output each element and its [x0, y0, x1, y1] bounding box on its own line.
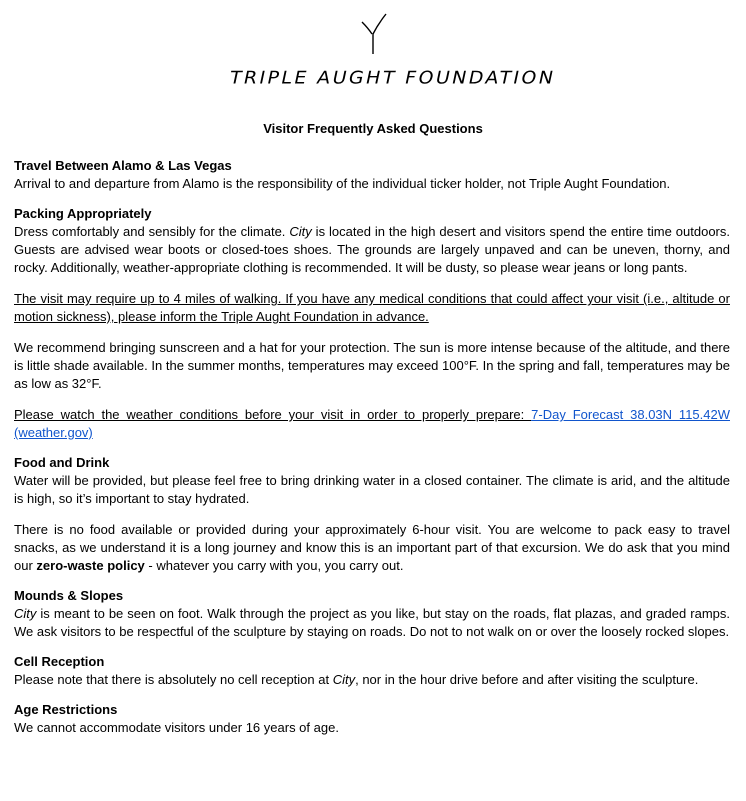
section-body: We cannot accommodate visitors under 16 years of age. — [14, 720, 339, 735]
walking-notice: The visit may require up to 4 miles of walking. If you have any medical conditions that could affect your visit (i.e., altitude or motion sickness), please inform the Triple Aught Foundation in advance. — [14, 291, 730, 324]
section-body: City is meant to be seen on foot. Walk through the project as you like, but stay on the roads, flat plazas, and graded ramps. We ask visitors to be respectful of the sculpture by staying on roads. Do not to not walk on or over the loosely rocked slopes. — [14, 606, 730, 639]
section-travel — [14, 156, 730, 193]
section-age — [14, 700, 730, 737]
city-title: City — [289, 224, 312, 239]
weather-notice: Please watch the weather conditions before your visit in order to properly prepare: 7-Day Forecast 38.03N 115.42W (weather.gov) — [14, 407, 730, 440]
section-cell — [14, 652, 730, 689]
sun-notice: We recommend bringing sunscreen and a hat for your protection. The sun is more intense because of the altitude, and there is little shade available. In the summer months, temperatures may exceed 100°F. In the spring and fall, temperatures may be as low as 32°F. — [14, 340, 730, 391]
zero-waste-policy: zero-waste policy — [36, 558, 145, 573]
section-body: Please note that there is absolutely no cell reception at City, nor in the hour drive before and after visiting the sculpture. — [14, 672, 699, 687]
section-heading: Age Restrictions — [14, 702, 118, 717]
weather-forecast-link[interactable]: 7-Day Forecast 38.03N 115.42W (weather.gov) — [14, 407, 730, 440]
faq-content — [14, 156, 730, 737]
logo-wordmark: TRIPLE AUGHT FOUNDATION — [227, 68, 558, 89]
section-packing — [14, 204, 730, 442]
section-food — [14, 453, 730, 575]
section-heading: Cell Reception — [14, 654, 105, 669]
section-body: Water will be provided, but please feel free to bring drinking water in a closed container. The climate is arid, and the altitude is high, so it’s important to stay hydrated. — [14, 473, 730, 506]
section-heading: Mounds & Slopes — [14, 588, 124, 603]
section-mounds — [14, 586, 730, 641]
section-body: Arrival to and departure from Alamo is the responsibility of the individual ticker holder, not Triple Aught Foundation. — [14, 176, 671, 191]
food-notice: There is no food available or provided during your approximately 6-hour visit. You are welcome to pack easy to travel snacks, as we understand it is a long journey and know this is an important part of that excursion. We do ask that you mind our zero-waste policy - whatever you carry with you, you carry out. — [14, 522, 730, 573]
section-body: Dress comfortably and sensibly for the climate. City is located in the high desert and visitors spend the entire time outdoors. Guests are advised wear boots or closed-toes shoes. The grounds are largely unpaved and can be uneven, thorny, and rocky. Additionally, weather-appropriate clothing is recommended. It will be dusty, so please wear jeans or long pants. — [14, 224, 730, 275]
section-heading: Packing Appropriately — [14, 206, 152, 221]
foundation-logo — [227, 12, 558, 102]
city-title: City — [332, 672, 356, 687]
section-heading: Travel Between Alamo & Las Vegas — [14, 158, 232, 173]
page-title: Visitor Frequently Asked Questions — [263, 121, 483, 136]
section-heading: Food and Drink — [14, 455, 110, 470]
city-title: City — [14, 606, 37, 621]
logo-mark-icon — [360, 12, 390, 56]
